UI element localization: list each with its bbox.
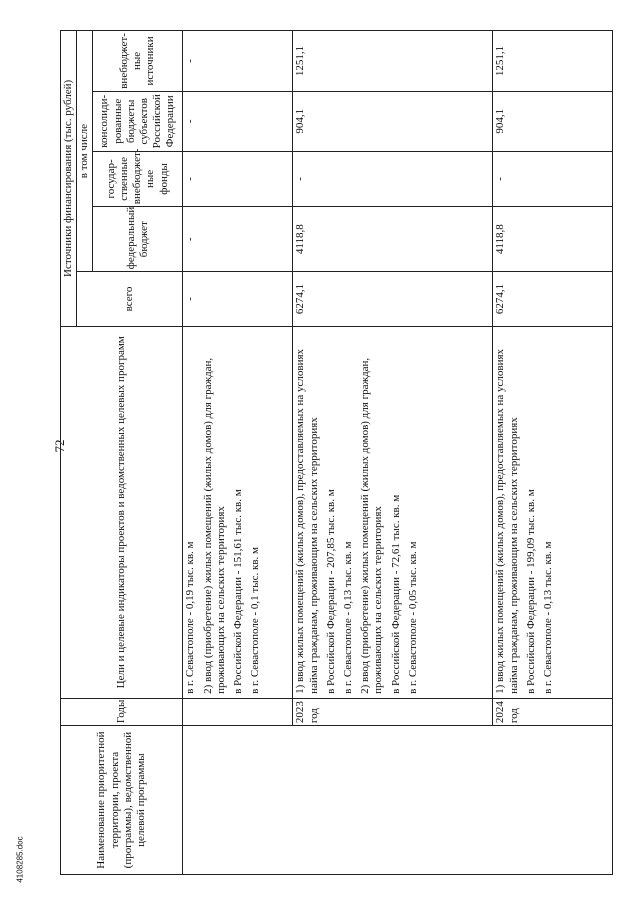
indicator-line: в Российской Федерации - 151,61 тыс. кв. м — [231, 489, 244, 694]
total-cell: 6274,1 — [493, 272, 613, 327]
header-regional-budgets: консолиди-рованные бюджеты субъектов Российской Федерации — [93, 91, 183, 151]
indicator-line: 1) ввод жилых помещений (жилых домов), предоставляемых на условиях найма гражданам, проживающим на сельских территориях — [494, 348, 520, 694]
header-funding-sources: Источники финансирования (тыс. рублей) — [61, 31, 77, 327]
header-years: Годы — [61, 698, 183, 725]
year-cell — [183, 698, 293, 725]
indicator-line: в Российской Федерации - 199,09 тыс. кв. м — [524, 489, 537, 694]
federal-cell: 4118,8 — [293, 207, 493, 272]
regional-cell: 904,1 — [493, 91, 613, 151]
offbudget-cell: - — [183, 31, 293, 92]
footer-doc-code: 4108285.doc — [15, 836, 25, 883]
state-funds-cell: - — [183, 151, 293, 207]
offbudget-cell: 1251,1 — [493, 31, 613, 92]
indicators-cell — [183, 326, 293, 698]
indicator-line: в Российской Федерации - 72,61 тыс. кв. м — [389, 494, 402, 694]
indicator-line: в г. Севастополе - 0,13 тыс. кв. м — [541, 541, 554, 694]
federal-cell: 4118,8 — [493, 207, 613, 272]
funding-table — [60, 30, 613, 875]
regional-cell: 904,1 — [293, 91, 493, 151]
header-program-name: Наименование приоритетной территории, проекта (программы), ведомственной целевой программы — [61, 726, 183, 875]
header-in-that: в том числе — [77, 31, 93, 272]
page-number: 72 — [52, 439, 67, 453]
header-state-funds: государ-ственные внебюджет-ные фонды — [93, 151, 183, 207]
program-name-cell — [183, 726, 613, 875]
header-offbudget: внебюджет-ные источники — [93, 31, 183, 92]
state-funds-cell: - — [293, 151, 493, 207]
table-row — [183, 31, 293, 875]
indicator-line: 2) ввод (приобретение) жилых помещений (жилых домов) для граждан, проживающих на сельских территориях — [359, 357, 385, 694]
state-funds-cell: - — [493, 151, 613, 207]
total-cell: - — [183, 272, 293, 327]
rotated-table-container — [60, 30, 580, 875]
indicator-line: в Российской Федерации - 207,85 тыс. кв. м — [324, 489, 337, 694]
year-cell: 2024 год — [493, 698, 613, 725]
total-cell: 6274,1 — [293, 272, 493, 327]
header-federal-budget: федеральный бюджет — [93, 207, 183, 272]
federal-cell: - — [183, 207, 293, 272]
indicator-line: в г. Севастополе - 0,1 тыс. кв. м — [249, 546, 262, 694]
indicator-line: 1) ввод жилых помещений (жилых домов), предоставляемых на условиях найма гражданам, проживающим на сельских территориях — [294, 348, 320, 694]
offbudget-cell: 1251,1 — [293, 31, 493, 92]
indicator-line: 2) ввод (приобретение) жилых помещений (жилых домов) для граждан, проживающих на сельских территориях — [201, 357, 227, 694]
indicators-cell — [493, 326, 613, 698]
regional-cell: - — [183, 91, 293, 151]
year-cell: 2023 год — [293, 698, 493, 725]
header-total: всего — [77, 272, 183, 327]
table-body — [183, 31, 613, 875]
header-indicators: Цели и целевые индикаторы проектов и ведомственных целевых программ — [61, 326, 183, 698]
indicators-cell — [293, 326, 493, 698]
table-header — [61, 31, 183, 875]
indicator-line: в г. Севастополе - 0,19 тыс. кв. м — [184, 541, 197, 694]
indicator-line: в г. Севастополе - 0,13 тыс. кв. м — [341, 541, 354, 694]
indicator-line: в г. Севастополе - 0,05 тыс. кв. м — [406, 541, 419, 694]
